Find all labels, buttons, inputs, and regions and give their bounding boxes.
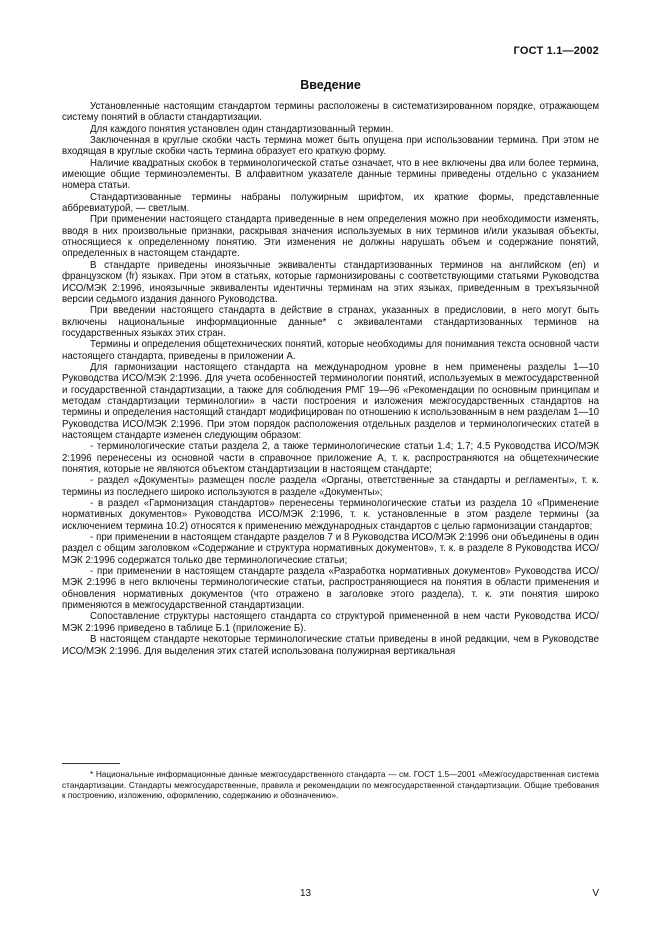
- list-item: - в раздел «Гармонизация стандартов» перенесены терминологические статьи из раздела 10 «Применение нормативных документов» Руководства ИСО/МЭК 2:1996, т. к. установленные в этом разделе термины (за исключением термина 10.2) относятся к применению международных стандартов с целью гармонизации стандартов;: [62, 498, 599, 532]
- paragraph: Сопоставление структуры настоящего стандарта со структурой примененной в нем части Руководства ИСО/МЭК 2:1996 приведено в таблице Б.1 (приложение Б).: [62, 611, 599, 634]
- document-code-header: ГОСТ 1.1—2002: [513, 45, 599, 57]
- section-title: Введение: [300, 78, 361, 92]
- paragraph: Термины и определения общетехнических понятий, которые необходимы для понимания текста основной части настоящего стандарта, приведены в приложении А.: [62, 339, 599, 362]
- paragraph: Для каждого понятия установлен один стандартизованный термин.: [90, 123, 394, 135]
- paragraph: При применении настоящего стандарта приведенные в нем определения можно при необходимости изменять, вводя в них произвольные признаки, раскрывая значения используемых в них терминов и/или указывая объекты, относящиеся к определенному понятию. Эти изменения не должны нарушать объем и содержание понятий, определенных в настоящем стандарте.: [62, 214, 599, 260]
- body-text: [62, 101, 599, 657]
- list-item: - терминологические статьи раздела 2, а также терминологические статьи 1.4; 1.7; 4.5 Руководства ИСО/МЭК 2:1996 перенесены из основной части в справочное приложение А, т. к. распространяются на общетехнические понятия, которые не являются объектом стандартизации в настоящем стандарте;: [62, 441, 599, 475]
- footnote: * Национальные информационные данные межгосударственного стандарта — см. ГОСТ 1.5—2001 «Межгосударственная система стандартизации. Стандарты межгосударственные, правила и рекомендации по межгосударственной стандартизации. Общие требования к построению, изложению, оформлению, содержанию и обозначению».: [62, 769, 599, 801]
- paragraph: В настоящем стандарте некоторые терминологические статьи приведены в иной редакции, чем в Руководстве ИСО/МЭК 2:1996. Для выделения этих статей использована полужирная вертикальная: [62, 634, 599, 657]
- list-item: - раздел «Документы» размещен после раздела «Органы, ответственные за стандарты и регламенты», т. к. термины из последнего широко используются в разделе «Документы»;: [62, 475, 599, 498]
- list-item: - при применении в настоящем стандарте раздела «Разработка нормативных документов» Руководства ИСО/МЭК 2:1996 в него включены терминологические статьи, распространяющиеся на понятия в области применения и обновления нормативных документов (что отражено в заголовке этого раздела), т. к. эти понятия широко применяются в межгосударственной стандартизации.: [62, 566, 599, 612]
- paragraph: При введении настоящего стандарта в действие в странах, указанных в предисловии, в него могут быть включены национальные информационные данные* с эквивалентами стандартизованных терминов на государственных языках этих стран.: [62, 305, 599, 339]
- page-number: 13: [300, 888, 312, 899]
- paragraph: Установленные настоящим стандартом термины расположены в систематизированном порядке, отражающем систему понятий в области стандартизации.: [62, 101, 599, 124]
- paragraph: Стандартизованные термины набраны полужирным шрифтом, их краткие формы, представленные аббревиатурой, — светлым.: [62, 191, 599, 215]
- paragraph: Для гармонизации настоящего стандарта на международном уровне в нем применены разделы 1—10 Руководства ИСО/МЭК 2:1996. Для учета особенностей терминологии понятий, используемых в межгосударственной и государственной стандартизации, а также для соблюдения РМГ 19—96 «Рекомендации по основным принципам и методам стандартизации терминологии» в части построения и изложения межгосударственных стандартов на термины и определения настоящий стандарт модифицирован по отношению к использованным в нем разделам 1—10 Руководства ИСО/МЭК 2:1996. При этом порядок расположения отдельных разделов и терминологических статей в настоящем стандарте изменен следующим образом:: [62, 361, 599, 441]
- list-item: - при применении в настоящем стандарте разделов 7 и 8 Руководства ИСО/МЭК 2:1996 они объединены в один раздел с общим заголовком «Содержание и структура нормативных документов», т. к. в разделе 8 Руководства ИСО/МЭК 2:1996 содержатся только две терминологические статьи;: [62, 532, 599, 566]
- paragraph: В стандарте приведены иноязычные эквиваленты стандартизованных терминов на английском (en) и французском (fr) языках. При этом в статьях, которые гармонизированы с соответствующими статьями Руководства ИСО/МЭК 2:1996, иноязычные эквиваленты идентичны терминам на этих языках, приведенным в трехъязычной версии седьмого издания данного Руководства.: [62, 259, 599, 305]
- paragraph: Наличие квадратных скобок в терминологической статье означает, что в нее включены два или более термина, имеющие общие терминоэлементы. В алфавитном указателе данные термины приведены отдельно с указанием номера статьи.: [62, 157, 599, 192]
- section-numeral: V: [592, 888, 599, 899]
- footnote-divider: [62, 763, 120, 764]
- paragraph: Заключенная в круглые скобки часть термина может быть опущена при использовании термина. При этом не входящая в круглые скобки часть термина образует его краткую форму.: [62, 135, 599, 158]
